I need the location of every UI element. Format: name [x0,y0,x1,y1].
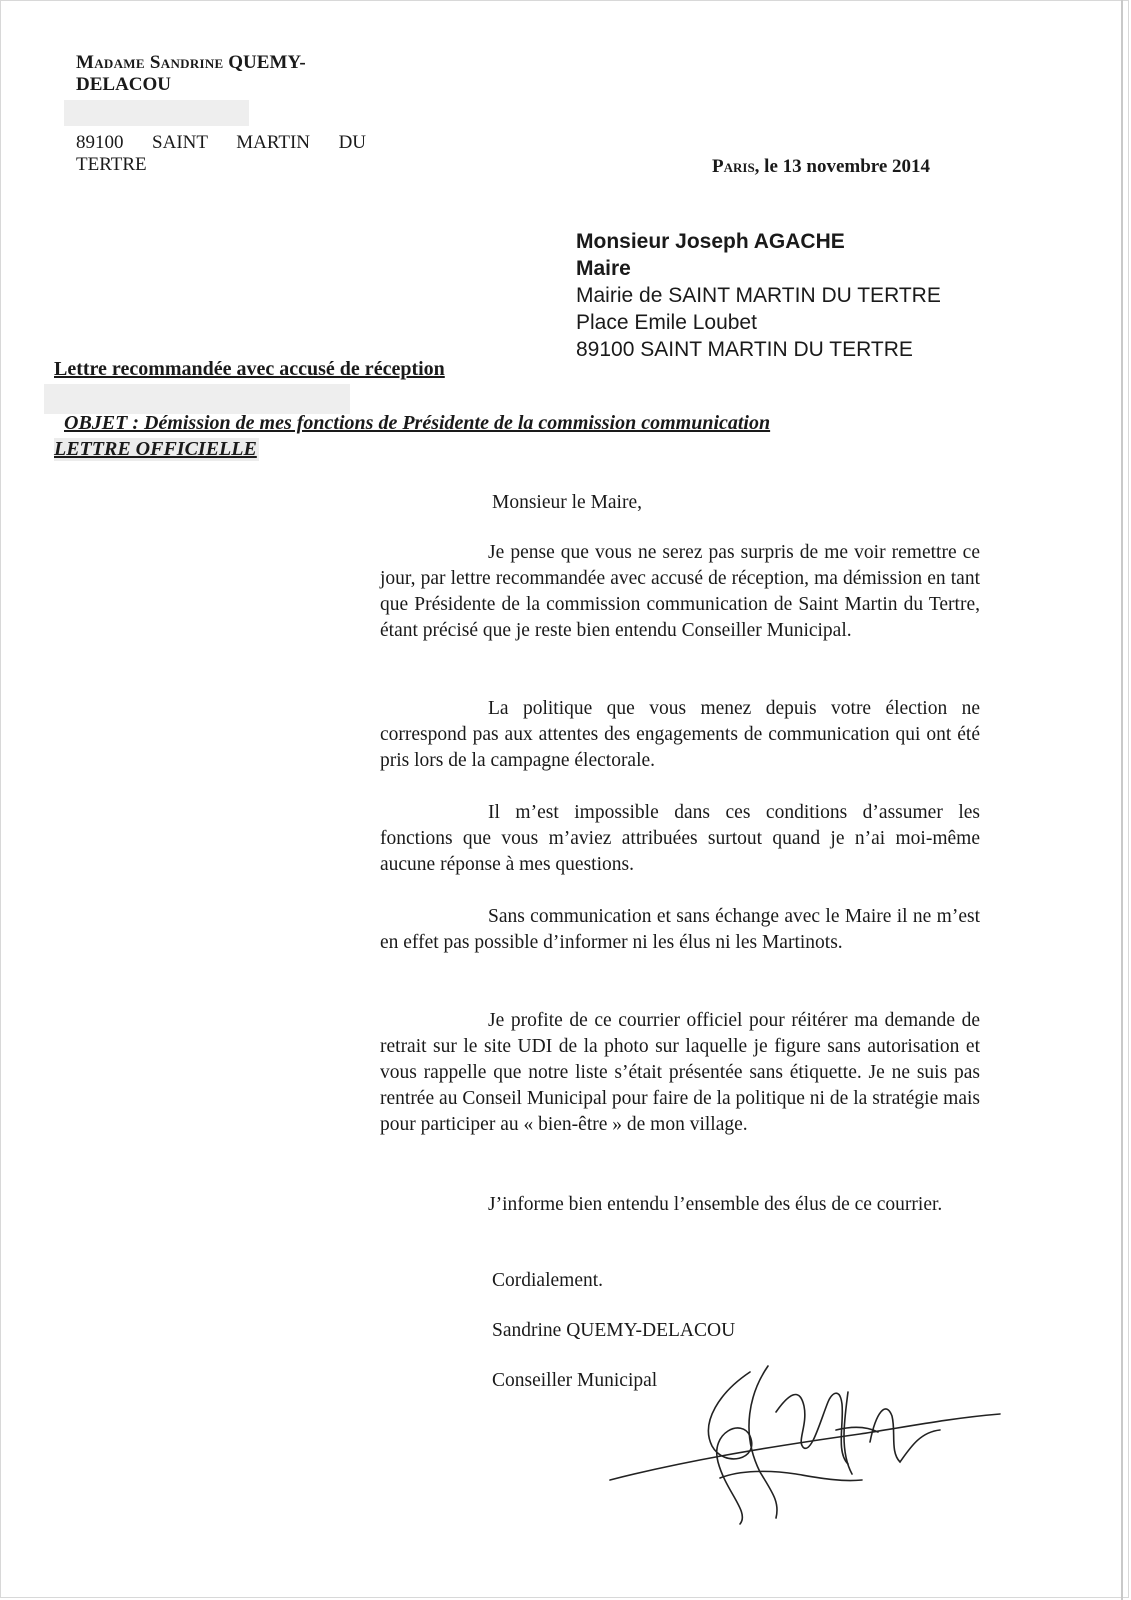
recipient-name: Monsieur Joseph AGACHE [576,230,845,253]
recipient-role: Maire [576,257,631,280]
recipient-city: 89100 SAINT MARTIN DU TERTRE [576,338,913,361]
recipient-office: Mairie de SAINT MARTIN DU TERTRE [576,284,941,307]
page-edge [1121,0,1123,1600]
body-paragraph: Je pense que vous ne serez pas surpris de me voir remettre ce jour, par lettre recommandée avec accusé de réception, ma démission en tant que Présidente de la commission communication de Saint Martin du Tertre, étant précisé que je reste bien entendu Conseiller Municipal. [380,542,980,641]
signer-name: Sandrine QUEMY-DELACOU [492,1320,736,1341]
body-paragraph: La politique que vous menez depuis votre élection ne correspond pas aux attentes des engagements de communication qui ont été pris lors de la campagne électorale. [380,698,980,771]
body-paragraph: Je profite de ce courrier officiel pour réitérer ma demande de retrait sur le site UDI de la photo sur laquelle je figure sans autorisation et vous rappelle que notre liste s’était présentée sans étiquette. Je ne suis pas rentrée au Conseil Municipal pour faire de la politique ni de la stratégie mais pour participer au « bien-être » de mon village. [380,1010,980,1135]
recipient-block [576,228,941,363]
registered-mail-note: Lettre recommandée avec accusé de réception [54,358,445,380]
salutation: Monsieur le Maire, [492,492,643,513]
signature-icon [600,1352,1020,1532]
recipient-street: Place Emile Loubet [576,311,757,334]
letter-date [712,156,930,178]
subject-line: OBJET : Démission de mes fonctions de Présidente de la commission communication [64,412,771,434]
body-paragraph: Sans communication et sans échange avec le Maire il ne m’est en effet pas possible d’informer ni les élus ni les Martinots. [380,906,980,953]
signer-role: Conseiller Municipal [492,1370,658,1391]
sender-title: Madame Sandrine [76,52,224,73]
sender-name [76,52,366,96]
sender-city [76,132,366,154]
sender-surname: QUEMY-DELACOU [76,52,306,95]
redacted-address [64,100,249,126]
sender-city-word: MARTIN [236,132,311,153]
official-letter-label: LETTRE OFFICIELLE [54,438,257,460]
redacted-line [44,384,350,414]
date-text: , le 13 novembre 2014 [754,156,931,177]
body-paragraph: Il m’est impossible dans ces conditions d’assumer les fonctions que vous m’aviez attribuées surtout quand je n’ai moi-même aucune réponse à mes questions. [380,802,980,875]
closing-regards: Cordialement. [492,1270,604,1291]
sender-city-word: SAINT [152,132,208,153]
date-city: Paris [712,156,755,177]
sender-city-line2: TERTRE [76,154,147,175]
sender-postcode: 89100 [76,132,124,153]
body-paragraph: J’informe bien entendu l’ensemble des élus de ce courrier. [488,1194,943,1215]
sender-city-word: DU [338,132,367,153]
